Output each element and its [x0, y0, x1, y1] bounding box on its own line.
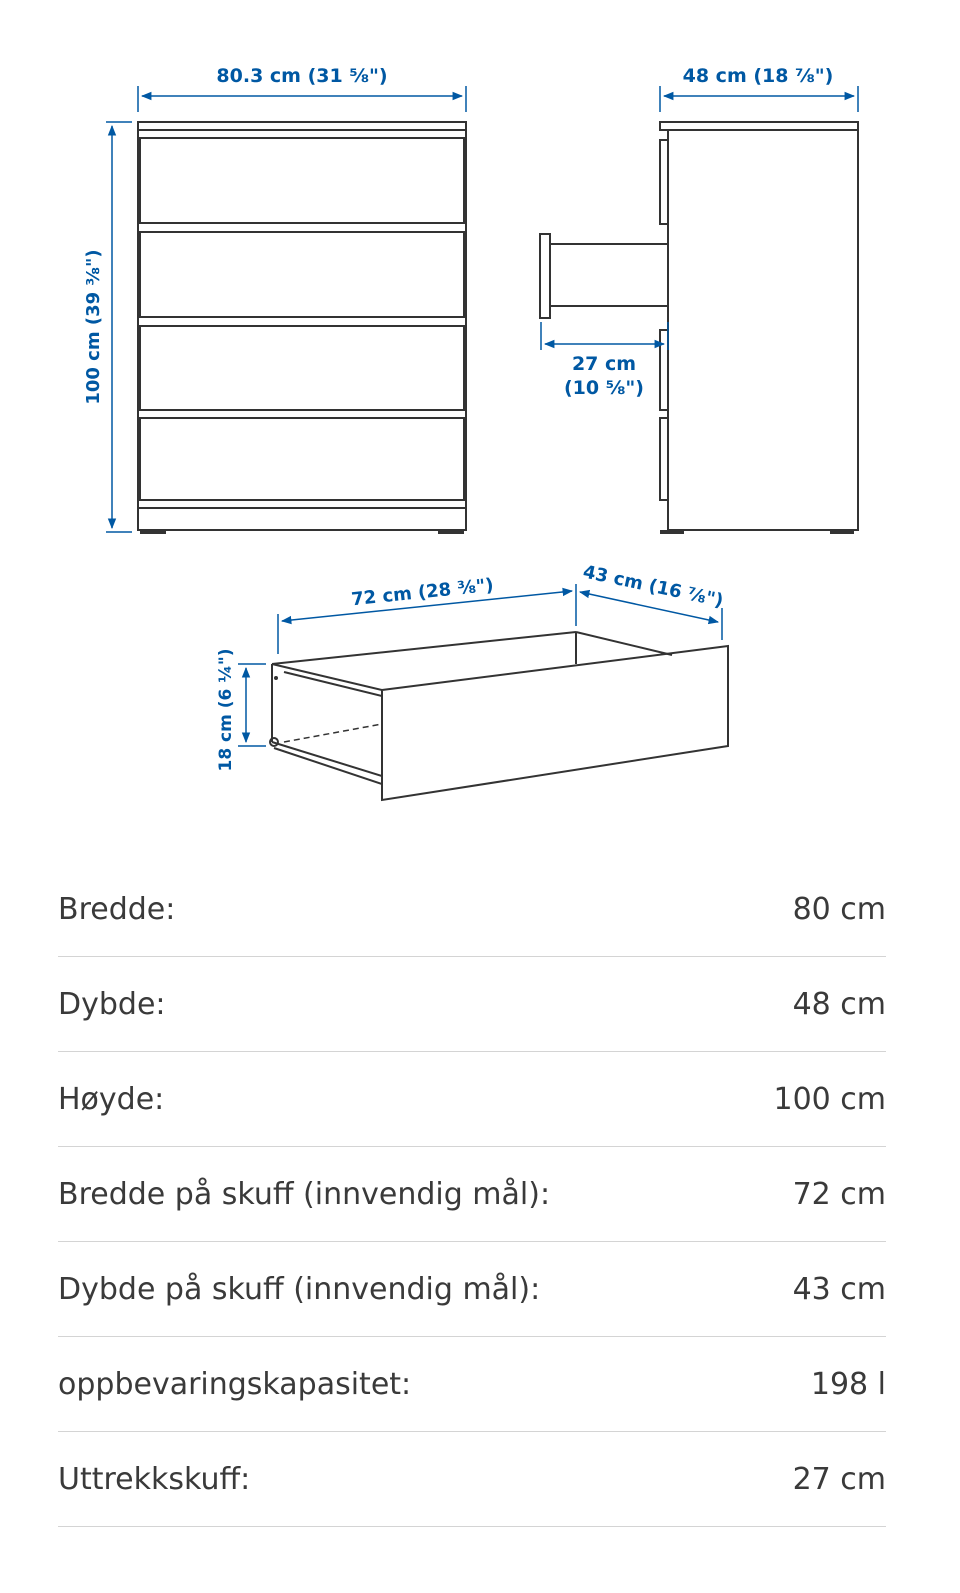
dresser-side-foot-front	[660, 530, 684, 534]
spec-label: Dybde:	[58, 986, 166, 1022]
drawer-screw	[274, 676, 278, 680]
spec-label: oppbevaringskapasitet:	[58, 1366, 412, 1402]
drawer-height-label: 18 cm (6 ¼")	[216, 648, 236, 772]
spec-row-drawer-extension	[58, 1432, 886, 1527]
side-depth-label: 48 cm (18 ⅞")	[682, 65, 834, 87]
dresser-front-view	[138, 122, 466, 530]
spec-value: 27 cm	[792, 1461, 886, 1497]
spec-value: 198 l	[810, 1366, 886, 1402]
spec-row-drawer-depth	[58, 1242, 886, 1337]
spec-list	[58, 862, 886, 1527]
spec-label: Høyde:	[58, 1081, 165, 1117]
front-width-dimension	[138, 86, 466, 112]
drawer-extension-in-label: (10 ⅝")	[564, 377, 644, 399]
spec-label: Bredde:	[58, 891, 176, 927]
drawer-width-label: 72 cm (28 ⅜")	[350, 574, 495, 611]
spec-row-height	[58, 1052, 886, 1147]
side-depth-dimension	[660, 86, 858, 112]
drawer-extension-dimension	[541, 322, 668, 350]
drawer-extension-cm-label: 27 cm	[571, 353, 637, 375]
drawer-depth-label: 43 cm (16 ⅞")	[581, 561, 726, 612]
spec-value: 48 cm	[792, 986, 886, 1022]
spec-label: Bredde på skuff (innvendig mål):	[58, 1176, 551, 1212]
spec-value: 43 cm	[792, 1271, 886, 1307]
dresser-front-foot-right	[438, 530, 464, 534]
spec-value: 100 cm	[773, 1081, 886, 1117]
spec-row-depth	[58, 957, 886, 1052]
spec-value: 72 cm	[792, 1176, 886, 1212]
front-width-label: 80.3 cm (31 ⅝")	[216, 65, 388, 87]
dresser-front-foot-left	[140, 530, 166, 534]
spec-value: 80 cm	[792, 891, 886, 927]
spec-row-storage-capacity	[58, 1337, 886, 1432]
dresser-side-foot-back	[830, 530, 854, 534]
total-height-label: 100 cm (39 ⅜")	[83, 249, 104, 405]
drawer-hidden-edge	[284, 724, 382, 742]
dresser-side-view	[540, 122, 858, 530]
drawer-height-dimension	[238, 664, 266, 746]
spec-label: Uttrekkskuff:	[58, 1461, 251, 1497]
total-height-dimension	[106, 122, 132, 532]
spec-row-drawer-width	[58, 1147, 886, 1242]
spec-row-width	[58, 862, 886, 957]
spec-label: Dybde på skuff (innvendig mål):	[58, 1271, 541, 1307]
drawer-perspective-view	[272, 632, 728, 800]
